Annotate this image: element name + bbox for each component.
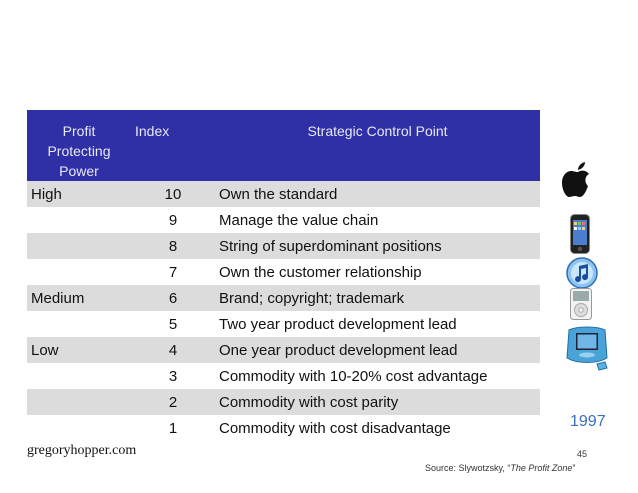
control-point-cell: Two year product development lead	[219, 315, 457, 333]
index-cell: 10	[164, 185, 182, 203]
header-profit-protecting-power	[27, 110, 131, 181]
table-row	[27, 363, 540, 389]
control-point-cell: String of superdominant positions	[219, 237, 442, 255]
header-index: Index	[135, 123, 170, 139]
control-point-cell: One year product development lead	[219, 341, 458, 359]
table-row	[27, 233, 540, 259]
index-cell: 5	[168, 315, 178, 333]
index-cell: 3	[168, 367, 178, 385]
index-cell: 8	[168, 237, 178, 255]
iphone-icon	[570, 214, 590, 259]
power-cell	[27, 363, 131, 389]
index-cell: 7	[168, 263, 178, 281]
source-citation	[425, 463, 575, 473]
power-cell	[27, 259, 131, 285]
power-cell: Low	[31, 341, 59, 359]
header-strategic-control-point: Strategic Control Point	[307, 123, 448, 139]
power-cell	[27, 233, 131, 259]
header-power-line: Profit	[62, 123, 96, 139]
index-cell: 2	[168, 393, 178, 411]
source-title: The Profit Zone	[510, 463, 573, 473]
source-suffix: ”	[572, 463, 576, 473]
power-cell: High	[31, 185, 62, 203]
control-point-cell: Own the standard	[219, 185, 338, 203]
index-cell: 6	[168, 289, 178, 307]
source-prefix: Source: Slywotzsky, “	[425, 463, 511, 473]
control-point-cell: Manage the value chain	[219, 211, 379, 229]
table-row	[27, 259, 540, 285]
power-cell: Medium	[31, 289, 85, 307]
table-row	[27, 337, 540, 363]
control-point-cell: Commodity with 10-20% cost advantage	[219, 367, 488, 385]
index-cell: 9	[168, 211, 178, 229]
power-cell	[27, 207, 131, 233]
table-row	[27, 207, 540, 233]
control-point-cell: Commodity with cost disadvantage	[219, 419, 451, 437]
index-cell: 4	[168, 341, 178, 359]
table-row	[27, 181, 540, 207]
year-label: 1997	[570, 413, 606, 430]
header-power-line: Power	[59, 163, 99, 179]
page-number: 45	[577, 449, 588, 459]
power-cell	[27, 311, 131, 337]
apple-logo-icon	[561, 161, 595, 206]
table-header-row	[27, 110, 540, 181]
site-name: gregoryhopper.com	[27, 443, 137, 458]
ipod-icon	[570, 288, 592, 325]
table-row	[27, 311, 540, 337]
table-row	[27, 285, 540, 311]
table-row	[27, 415, 540, 441]
control-point-cell: Own the customer relationship	[219, 263, 422, 281]
strategic-control-table	[27, 110, 540, 441]
imac-icon	[563, 324, 611, 377]
control-point-cell: Brand; copyright; trademark	[219, 289, 405, 307]
power-cell	[27, 389, 131, 415]
power-cell	[27, 415, 131, 441]
control-point-cell: Commodity with cost parity	[219, 393, 399, 411]
header-power-line: Protecting	[47, 143, 111, 159]
index-cell: 1	[168, 419, 178, 437]
table-row	[27, 389, 540, 415]
